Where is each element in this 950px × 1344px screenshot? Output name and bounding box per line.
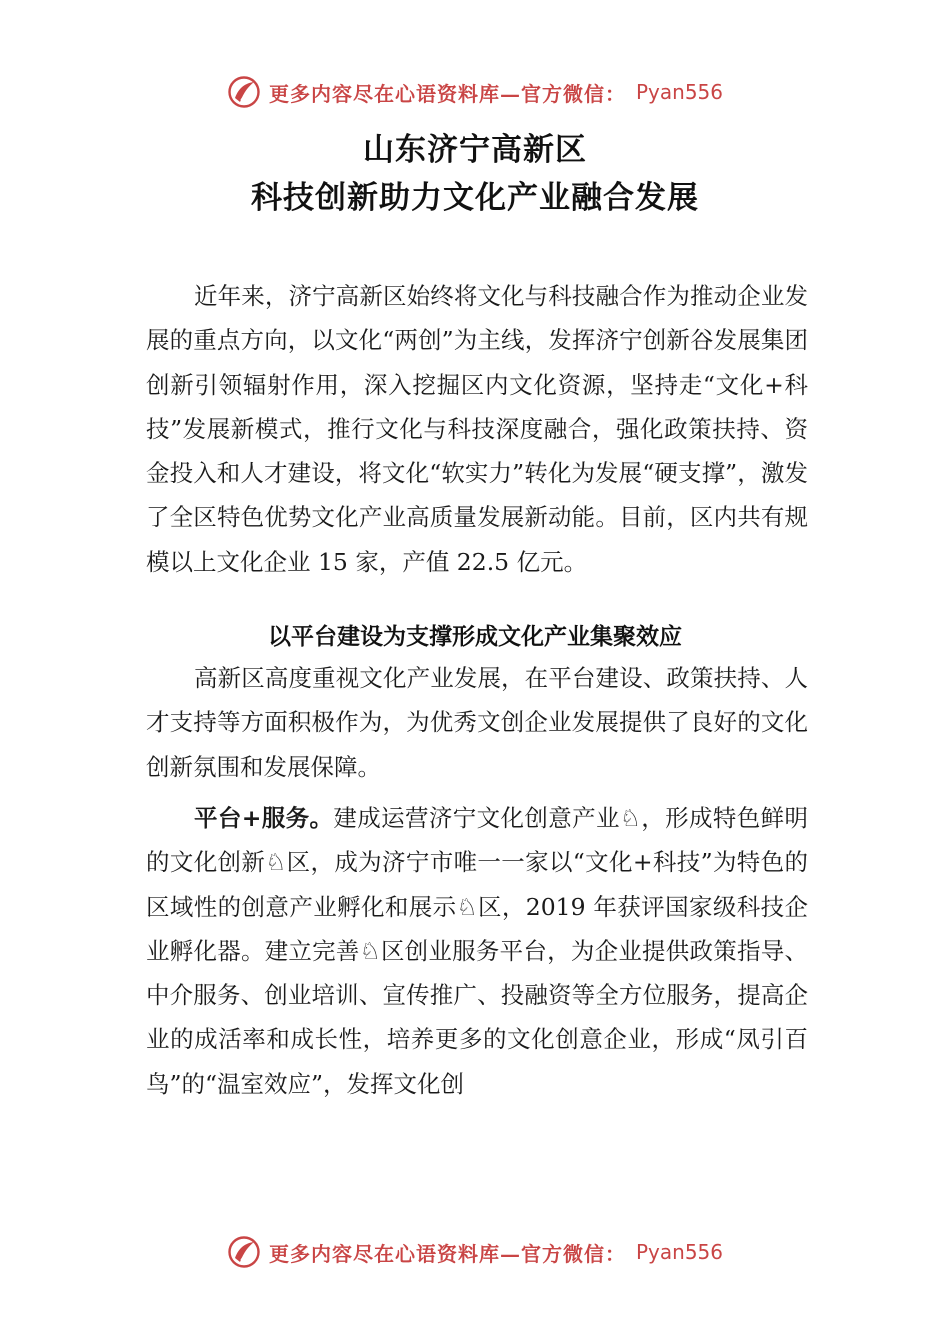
platform-service-body: 建成运营济宁文化创意产业♘，形成特色鲜明的文化创新♘区，成为济宁市唯一一家以“文化+科技”为特色的区域性的创意产业孵化和展示♘区，2019 年获评国家级科技企业孵化器。建立完善♘区创业服务平台，为企业提供政策指导、中介服务、创业培训、宣传推广、投融资等全方位服务，提高企业的成活率和成长性，培养更多的文化创意企业，形成“凤引百鸟”的“温室效应”，发挥文化创	[146, 804, 808, 1098]
header-watermark-banner	[0, 72, 950, 112]
section-paragraph: 高新区高度重视文化产业发展，在平台建设、政策扶持、人才支持等方面积极作为，为优秀文创企业发展提供了良好的文化创新氛围和发展保障。	[146, 664, 808, 781]
banner-wechat-id: Pyan556	[635, 1240, 723, 1264]
platform-service-lead: 平台+服务。	[194, 804, 334, 832]
banner-wechat-id: Pyan556	[635, 80, 723, 104]
section-heading: 以平台建设为支撑形成文化产业集聚效应	[268, 624, 682, 650]
article-title-line2: 科技创新助力文化产业融合发展	[251, 180, 699, 216]
banner-text: 更多内容尽在心语资料库—官方微信：	[268, 1241, 626, 1266]
banner-text: 更多内容尽在心语资料库—官方微信：	[268, 81, 626, 106]
platform-service-paragraph	[146, 796, 808, 1106]
xinyu-logo-icon	[227, 1235, 261, 1269]
xinyu-logo-icon	[227, 75, 261, 109]
article-title-line1: 山东济宁高新区	[363, 132, 587, 168]
intro-paragraph: 近年来，济宁高新区始终将文化与科技融合作为推动企业发展的重点方向，以文化“两创”为主线，发挥济宁创新谷发展集团创新引领辐射作用，深入挖掘区内文化资源，坚持走“文化+科技”发展新模式，推行文化与科技深度融合，强化政策扶持、资金投入和人才建设，将文化“软实力”转化为发展“硬支撑”，激发了全区特色优势文化产业高质量发展新动能。目前，区内共有规模以上文化企业 15 家，产值 22.5 亿元。	[146, 282, 808, 576]
footer-watermark-banner	[0, 1232, 950, 1272]
